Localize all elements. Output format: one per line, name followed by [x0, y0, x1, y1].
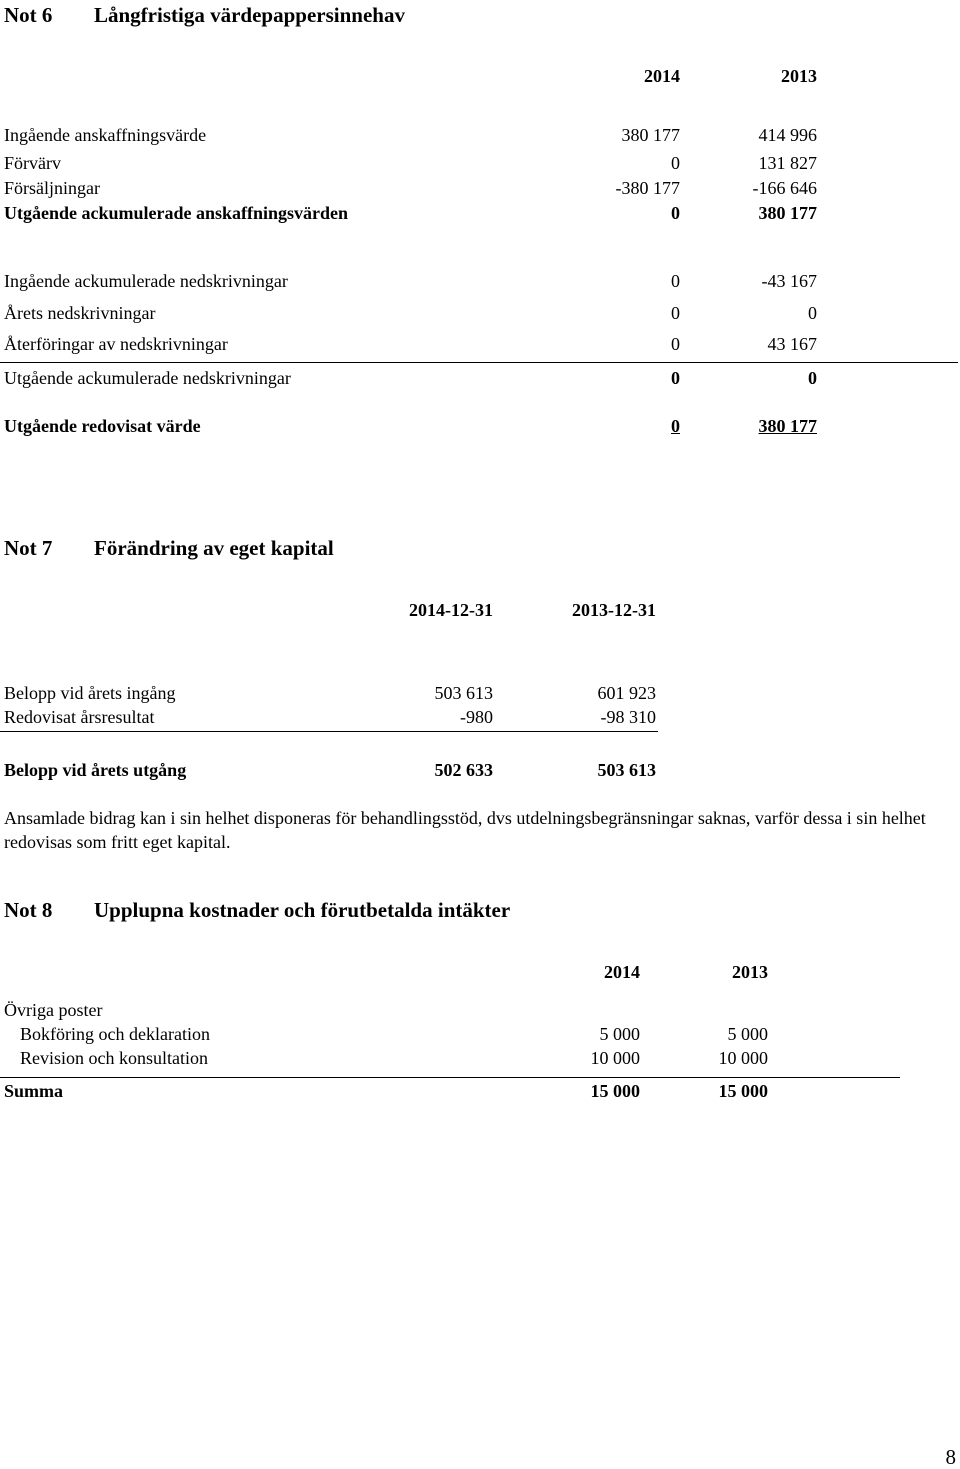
not6-row-value-2013: 0 [808, 303, 817, 323]
not8-row-value-2013: 15 000 [718, 1081, 768, 1101]
not7-row-value-2014: 502 633 [434, 760, 493, 780]
not8-row-label: Bokföring och deklaration [20, 1024, 210, 1044]
not7-title: Förändring av eget kapital [94, 536, 334, 560]
not7-row-value-2014: 503 613 [434, 683, 493, 703]
not8-row-label: Revision och konsultation [20, 1048, 208, 1068]
not7-row-value-2013: -98 310 [600, 707, 656, 727]
not7-date-2013: 2013-12-31 [572, 600, 656, 620]
not6-row-label: Ingående ackumulerade nedskrivningar [4, 271, 288, 291]
not6-row-value-2014: 0 [671, 368, 680, 388]
not8-year-2014: 2014 [604, 962, 640, 982]
not6-number: Not 6 [4, 3, 53, 27]
page-number: 8 [945, 1445, 956, 1469]
not8-row-value-2014: 10 000 [590, 1048, 640, 1068]
not7-paragraph: Ansamlade bidrag kan i sin helhet disponeras för behandlingsstöd, dvs utdelningsbegränsningar saknas, varför dessa i sin helhet redovisas som fritt eget kapital. [4, 808, 926, 852]
not6-title: Långfristiga värdepappersinnehav [94, 3, 405, 27]
not8-row-value-2013: 5 000 [727, 1024, 768, 1044]
not6-row-value-2014: 0 [671, 303, 680, 323]
not7-date-2014: 2014-12-31 [409, 600, 493, 620]
not7-divider [0, 731, 658, 732]
not6-row-value-2014: 0 [671, 271, 680, 291]
not6-row-value-2013: 414 996 [758, 125, 817, 145]
not6-row-label: Utgående ackumulerade anskaffningsvärden [4, 203, 349, 223]
not6-row-value-2014: 0 [671, 203, 680, 223]
not6-row-label: Återföringar av nedskrivningar [4, 334, 228, 354]
not6-row-value-2013: 380 177 [758, 203, 817, 223]
not6-year-2013: 2013 [781, 66, 817, 86]
not6-row-value-2013: 380 177 [758, 416, 817, 436]
not6-row-label: Årets nedskrivningar [4, 303, 156, 323]
not7-row-value-2013: 601 923 [597, 683, 656, 703]
not6-row-value-2013: -166 646 [752, 178, 817, 198]
not6-row-value-2014: -380 177 [615, 178, 680, 198]
not7-row-value-2013: 503 613 [597, 760, 656, 780]
not6-row-value-2013: -43 167 [761, 271, 817, 291]
not8-row-value-2013: 10 000 [718, 1048, 768, 1068]
not8-number: Not 8 [4, 898, 53, 922]
not7-number: Not 7 [4, 536, 53, 560]
not6-row-value-2014: 0 [671, 334, 680, 354]
not6-row-value-2014: 0 [671, 416, 680, 436]
not6-row-label: Utgående redovisat värde [4, 416, 201, 436]
not6-row-label: Ingående anskaffningsvärde [4, 125, 207, 145]
not7-row-label: Belopp vid årets utgång [4, 760, 187, 780]
not7-row-label: Belopp vid årets ingång [4, 683, 176, 703]
not6-row-label: Utgående ackumulerade nedskrivningar [4, 368, 291, 388]
not8-year-2013: 2013 [732, 962, 768, 982]
not6-divider [0, 362, 958, 363]
not6-row-label: Försäljningar [4, 178, 100, 198]
not6-row-value-2014: 380 177 [621, 125, 680, 145]
not6-row-value-2014: 0 [671, 153, 680, 173]
not8-title: Upplupna kostnader och förutbetalda intäkter [94, 898, 511, 922]
not6-row-label: Förvärv [4, 153, 61, 173]
not8-row-label: Summa [4, 1081, 64, 1101]
not6-year-2014: 2014 [644, 66, 680, 86]
not7-row-label: Redovisat årsresultat [4, 707, 155, 727]
not6-row-value-2013: 43 167 [767, 334, 817, 354]
not6-row-value-2013: 0 [808, 368, 817, 388]
not8-divider [0, 1077, 900, 1078]
not8-row-value-2014: 5 000 [599, 1024, 640, 1044]
not8-row-value-2014: 15 000 [590, 1081, 640, 1101]
not8-group-label: Övriga poster [4, 1000, 103, 1020]
not6-row-value-2013: 131 827 [758, 153, 817, 173]
not7-row-value-2014: -980 [460, 707, 493, 727]
